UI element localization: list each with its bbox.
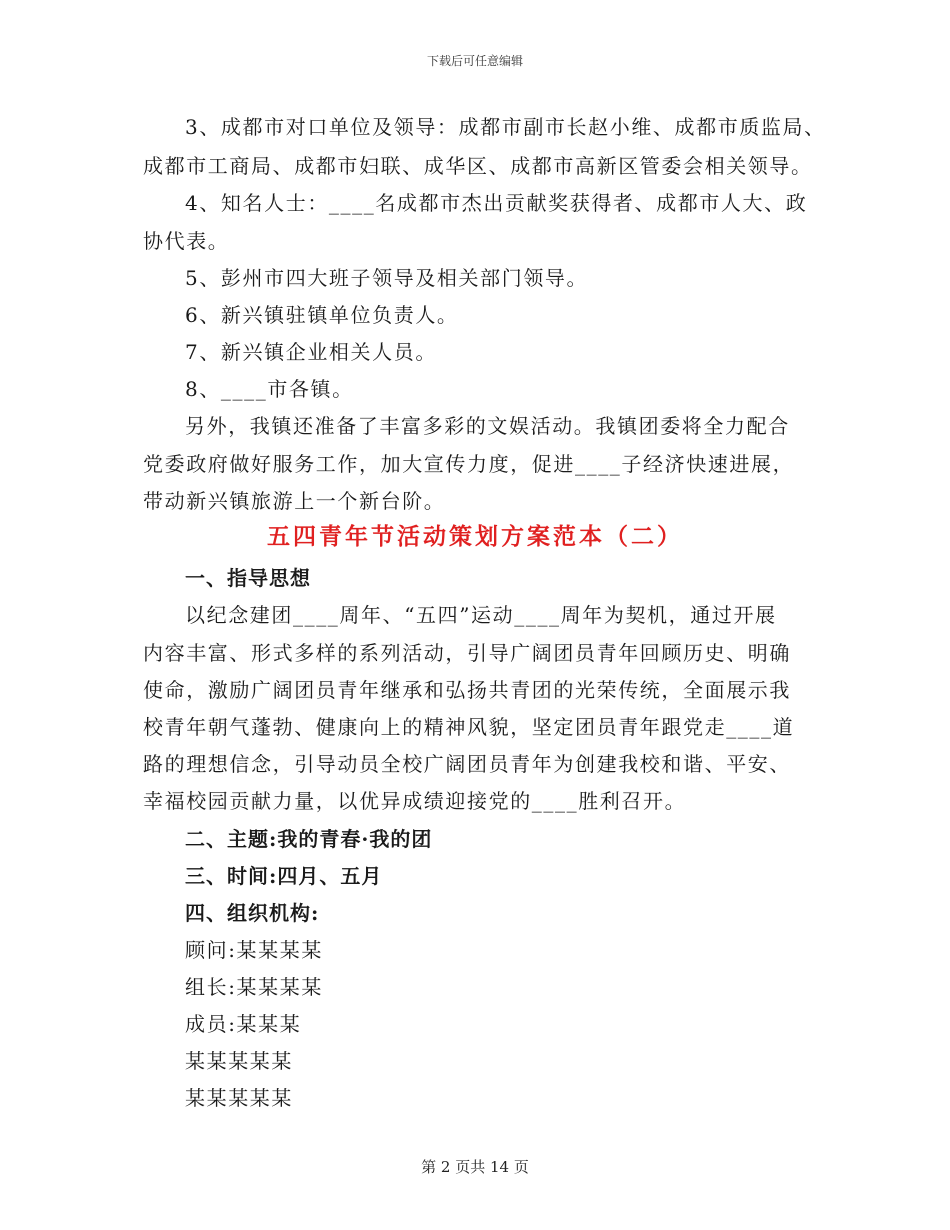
paragraph-line-2: 党委政府做好服务工作，加大宣传力度，促进____子经济快速进展， — [143, 452, 795, 476]
org-member-line-3: 某某某某某 — [185, 1086, 293, 1110]
heading-theme: 二、主题:我的青春·我的团 — [185, 827, 433, 851]
page-header: 下载后可任意编辑 — [426, 54, 523, 68]
list-item-8: 8、____市各镇。 — [185, 377, 354, 401]
body-line-5: 路的理想信念，引导动员全校广阔团员青年为创建我校和谐、平安、 — [143, 752, 791, 776]
body-line-3: 使命，激励广阔团员青年继承和弘扬共青团的光荣传统，全面展示我 — [143, 678, 791, 702]
body-line-1: 以纪念建团____周年、“五四”运动____周年为契机，通过开展 — [185, 603, 777, 627]
heading-guiding-thought: 一、指导思想 — [185, 566, 311, 590]
body-line-6: 幸福校园贡献力量，以优异成绩迎接党的____胜利召开。 — [143, 789, 687, 813]
org-leader: 组长:某某某某 — [185, 975, 323, 999]
list-item-3-line-1: 3、成都市对口单位及领导：成都市副市长赵小维、成都市质监局、 — [185, 115, 826, 139]
org-members: 成员:某某某 — [185, 1012, 302, 1036]
heading-time: 三、时间:四月、五月 — [185, 864, 383, 888]
body-line-2: 内容丰富、形式多样的系列活动，引导广阔团员青年回顾历史、明确 — [143, 641, 791, 665]
paragraph-line-1: 另外，我镇还准备了丰富多彩的文娱活动。我镇团委将全力配合 — [185, 414, 790, 438]
list-item-4-line-1: 4、知名人士：____名成都市杰出贡献奖获得者、成都市人大、政 — [185, 191, 808, 215]
list-item-5: 5、彭州市四大班子领导及相关部门领导。 — [185, 266, 589, 290]
list-item-3-line-2: 成都市工商局、成都市妇联、成华区、成都市高新区管委会相关领导。 — [143, 154, 813, 178]
list-item-4-line-2: 协代表。 — [143, 229, 230, 253]
org-member-line-2: 某某某某某 — [185, 1049, 293, 1073]
page-footer: 第 2 页共 14 页 — [421, 1158, 529, 1176]
paragraph-line-3: 带动新兴镇旅游上一个新台阶。 — [143, 489, 446, 513]
section-title: 五四青年节活动策划方案范本（二） — [267, 523, 683, 550]
heading-organization: 四、组织机构: — [185, 901, 320, 925]
body-line-4: 校青年朝气蓬勃、健康向上的精神风貌，坚定团员青年跟党走____道 — [143, 715, 795, 739]
org-advisor: 顾问:某某某某 — [185, 938, 323, 962]
list-item-6: 6、新兴镇驻镇单位负责人。 — [185, 303, 459, 327]
list-item-7: 7、新兴镇企业相关人员。 — [185, 340, 437, 364]
